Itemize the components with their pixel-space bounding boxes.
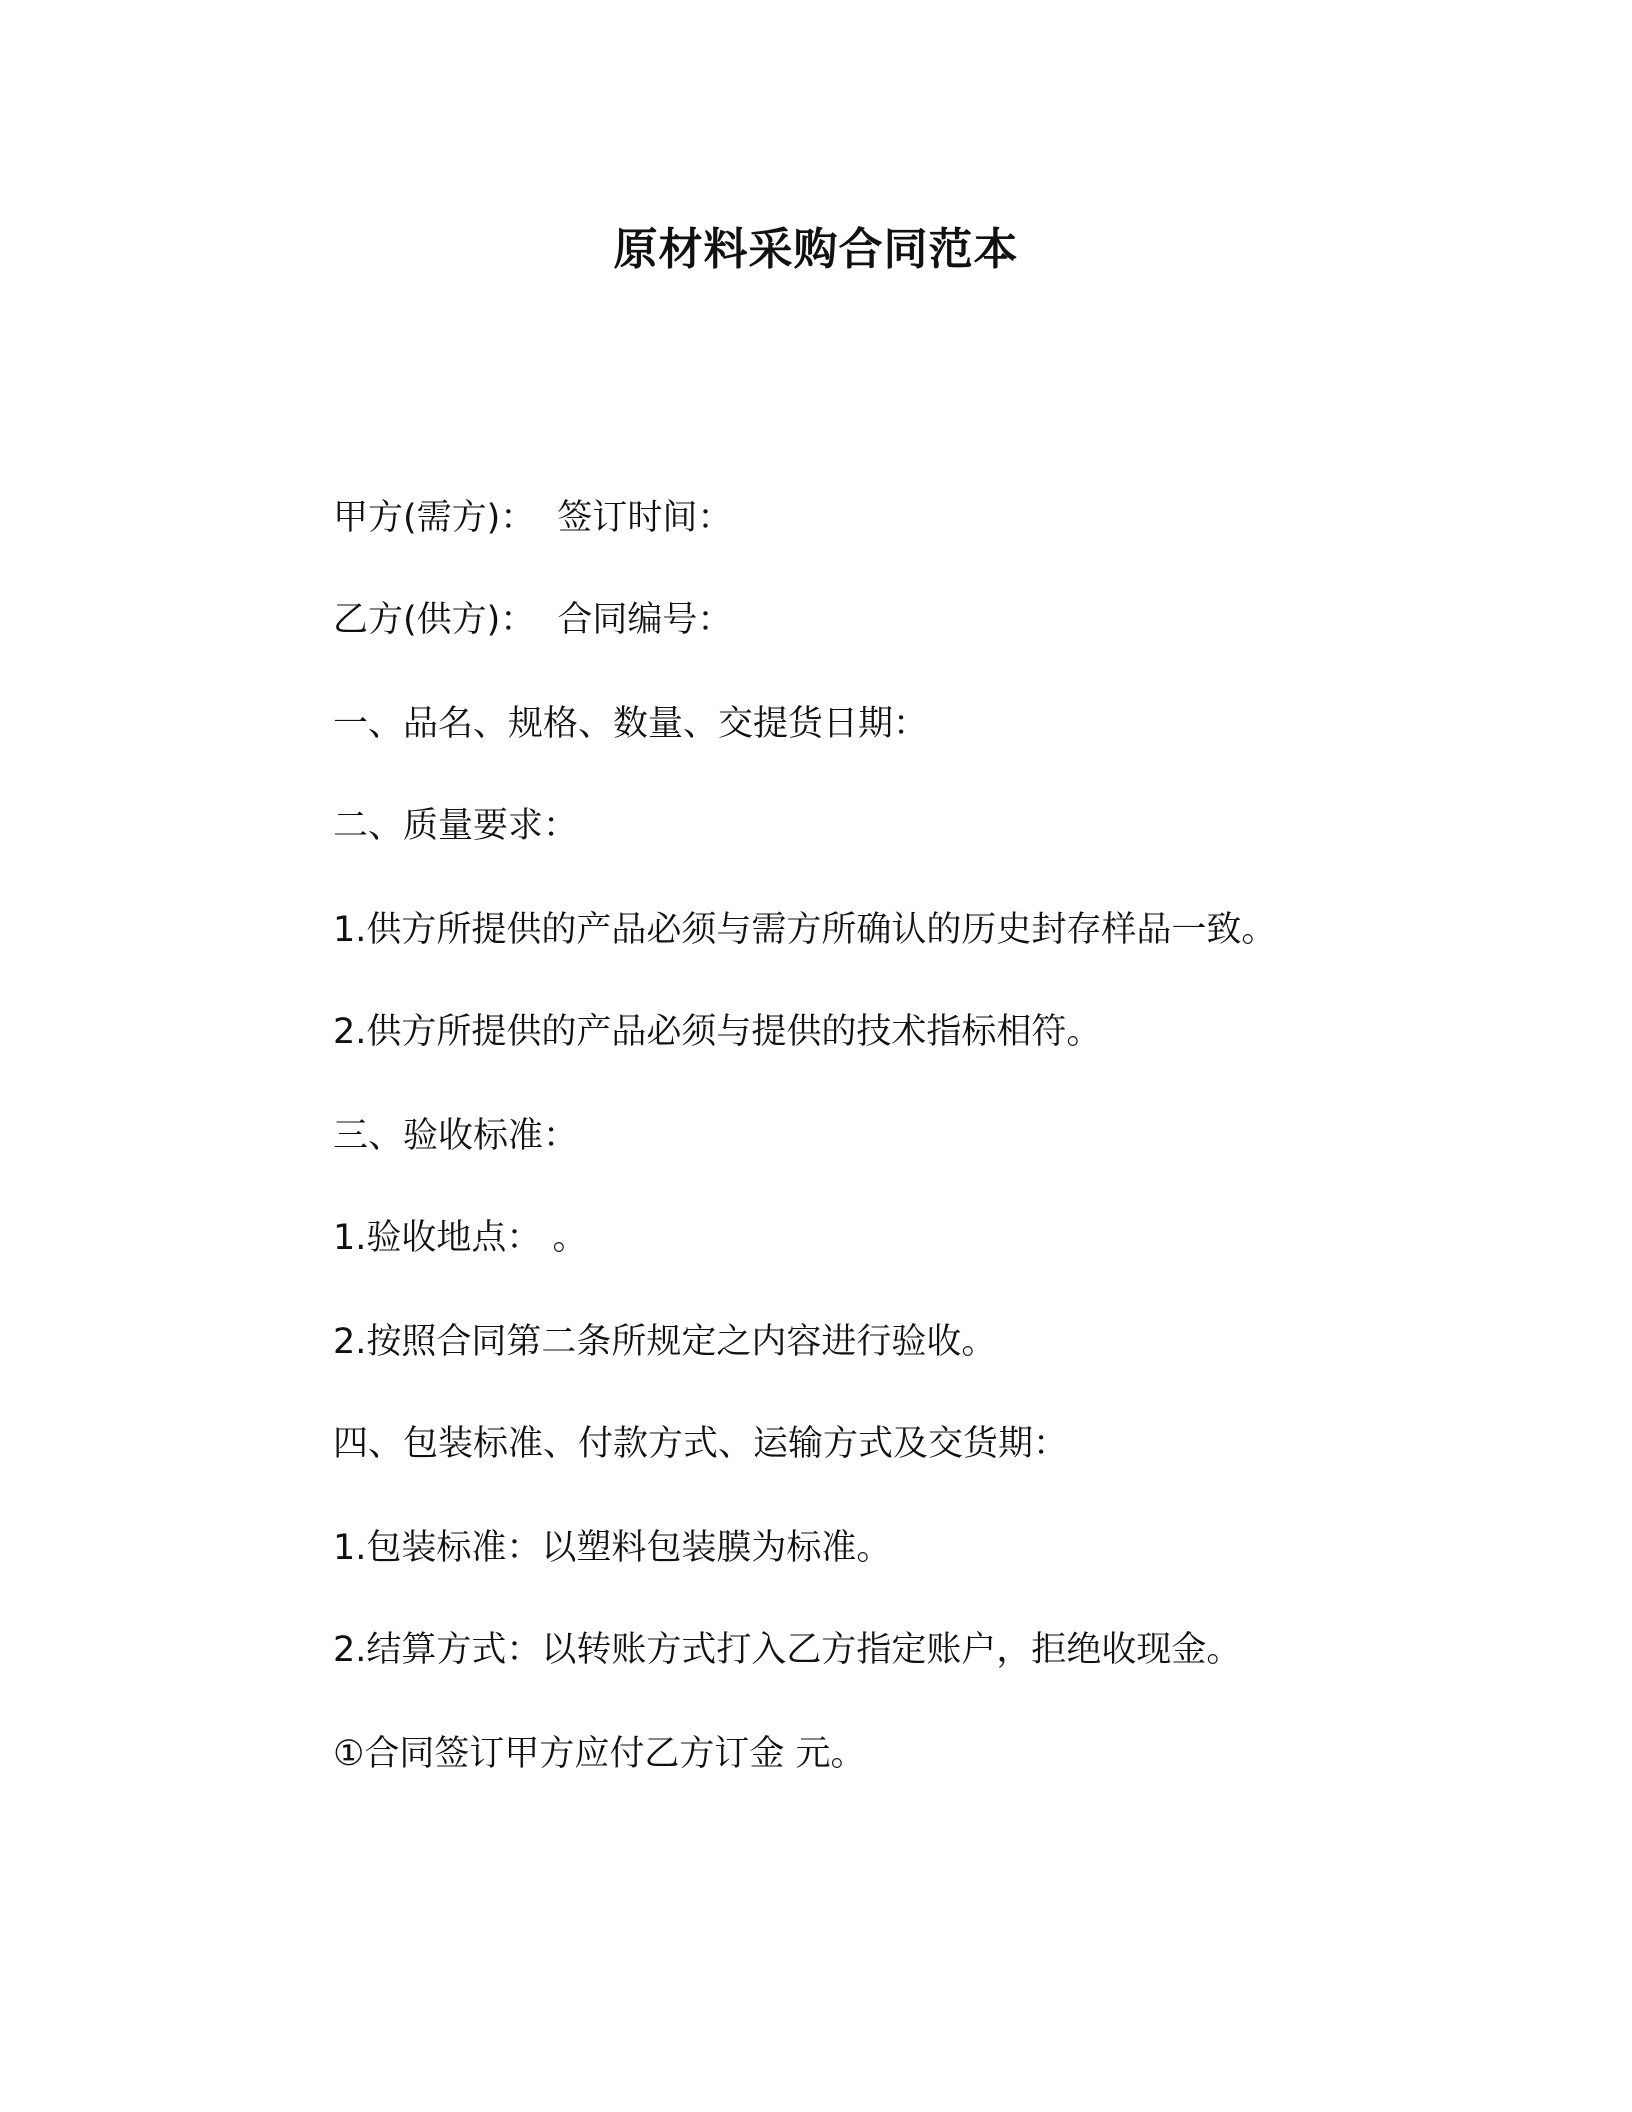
- sign-time-label: 签订时间：: [557, 498, 733, 538]
- clause-2-1: 1.供方所提供的产品必须与需方所确认的历史封存样品一致。: [333, 910, 1277, 950]
- contract-no-label: 合同编号：: [557, 600, 733, 640]
- clause-3-1: 1.验收地点： 。: [333, 1218, 588, 1258]
- section-heading-1: 一、品名、规格、数量、交提货日期：: [333, 704, 929, 744]
- party-b-label: 乙方(供方)：: [333, 600, 536, 640]
- party-b-line: [333, 596, 1533, 644]
- document-title: 原材料采购合同范本: [613, 224, 1019, 275]
- clause-3-2: 2.按照合同第二条所规定之内容进行验收。: [333, 1322, 997, 1362]
- party-a-line: [333, 494, 1533, 542]
- clause-4-2-a: ①合同签订甲方应付乙方订金 元。: [333, 1734, 866, 1774]
- clause-2-2: 2.供方所提供的产品必须与提供的技术指标相符。: [333, 1012, 1102, 1052]
- section-heading-3: 三、验收标准：: [333, 1116, 579, 1156]
- party-a-label: 甲方(需方)：: [333, 498, 536, 538]
- clause-4-2: 2.结算方式：以转账方式打入乙方指定账户，拒绝收现金。: [333, 1630, 1242, 1670]
- clause-4-1: 1.包装标准：以塑料包装膜为标准。: [333, 1528, 892, 1568]
- section-heading-4: 四、包装标准、付款方式、运输方式及交货期：: [333, 1424, 1069, 1464]
- section-heading-2: 二、质量要求：: [333, 806, 579, 846]
